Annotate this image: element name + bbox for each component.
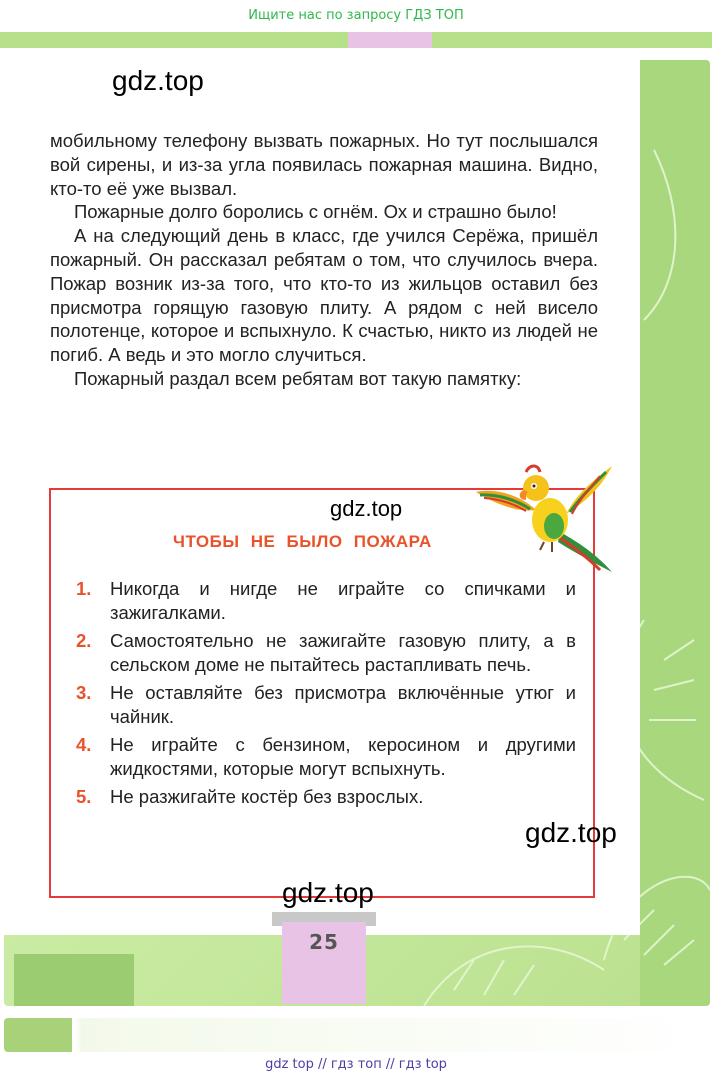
top-banner (0, 0, 712, 32)
next-page-strip (4, 1018, 710, 1052)
rule-number: 1. (76, 578, 92, 599)
paragraph: Пожарные долго боролись с огнём. Ох и страшно было! (74, 201, 557, 223)
parrot-icon (474, 462, 616, 574)
rule-number: 3. (76, 682, 92, 703)
list-item (76, 577, 576, 624)
rule-text: Не разжигайте костёр без взрослых. (110, 786, 424, 807)
previous-page-tab (348, 32, 432, 48)
paragraph: А на следующий день в класс, где учился Серёжа, пришёл пожарный. Он рассказал ребятам о том, что случилось вчера. Пожар возник из-за того, что кто-то из жильцов оставил без присмотра горящую газовую плиту. А рядом с ней висело полотенце, которое и вспыхнуло. К счастью, никто из людей не погиб. А ведь и это могло случиться. (50, 225, 598, 366)
footer (0, 1054, 712, 1082)
story-text (50, 129, 598, 391)
rule-number: 5. (76, 786, 92, 807)
page-number: 25 (309, 930, 339, 954)
rule-text: Самостоятельно не зажигайте газовую плиту, а в сельском доме не пытайтесь растапливать печь. (110, 630, 576, 675)
previous-page-strip (0, 32, 712, 48)
list-item (76, 681, 576, 728)
rule-number: 2. (76, 630, 92, 651)
paragraph: мобильному телефону вызвать пожарных. Но тут послышался вой сирены, и из-за угла появилась пожарная машина. Видно, кто-то её уже вызвал. (50, 130, 598, 199)
list-item (76, 785, 576, 809)
rule-text: Не оставляйте без присмотра включённые утюг и чайник. (110, 682, 576, 727)
rule-number: 4. (76, 734, 92, 755)
footer-text: gdz top // гдз топ // гдз top (265, 1057, 447, 1072)
memo-rules-list (76, 577, 576, 814)
top-banner-text: Ищите нас по запросу ГДЗ ТОП (248, 8, 464, 23)
watermark: gdz.top (112, 65, 204, 96)
list-item (76, 629, 576, 676)
memo-title: ЧТОБЫ НЕ БЫЛО ПОЖАРА (173, 532, 432, 551)
rule-text: Никогда и нигде не играйте со спичками и зажигалками. (110, 578, 576, 623)
paragraph: Пожарный раздал всем ребятам вот такую памятку: (74, 367, 522, 389)
watermark: gdz.top (525, 817, 617, 848)
watermark: gdz.top (282, 877, 374, 908)
page-number-tab (282, 922, 366, 1004)
rule-text: Не играйте с бензином, керосином и другими жидкостями, которые могут вспыхнуть. (110, 734, 576, 779)
next-page-green-block (4, 1018, 72, 1052)
list-item (76, 733, 576, 780)
next-page-fade (4, 1018, 710, 1052)
watermark: gdz.top (330, 496, 403, 521)
